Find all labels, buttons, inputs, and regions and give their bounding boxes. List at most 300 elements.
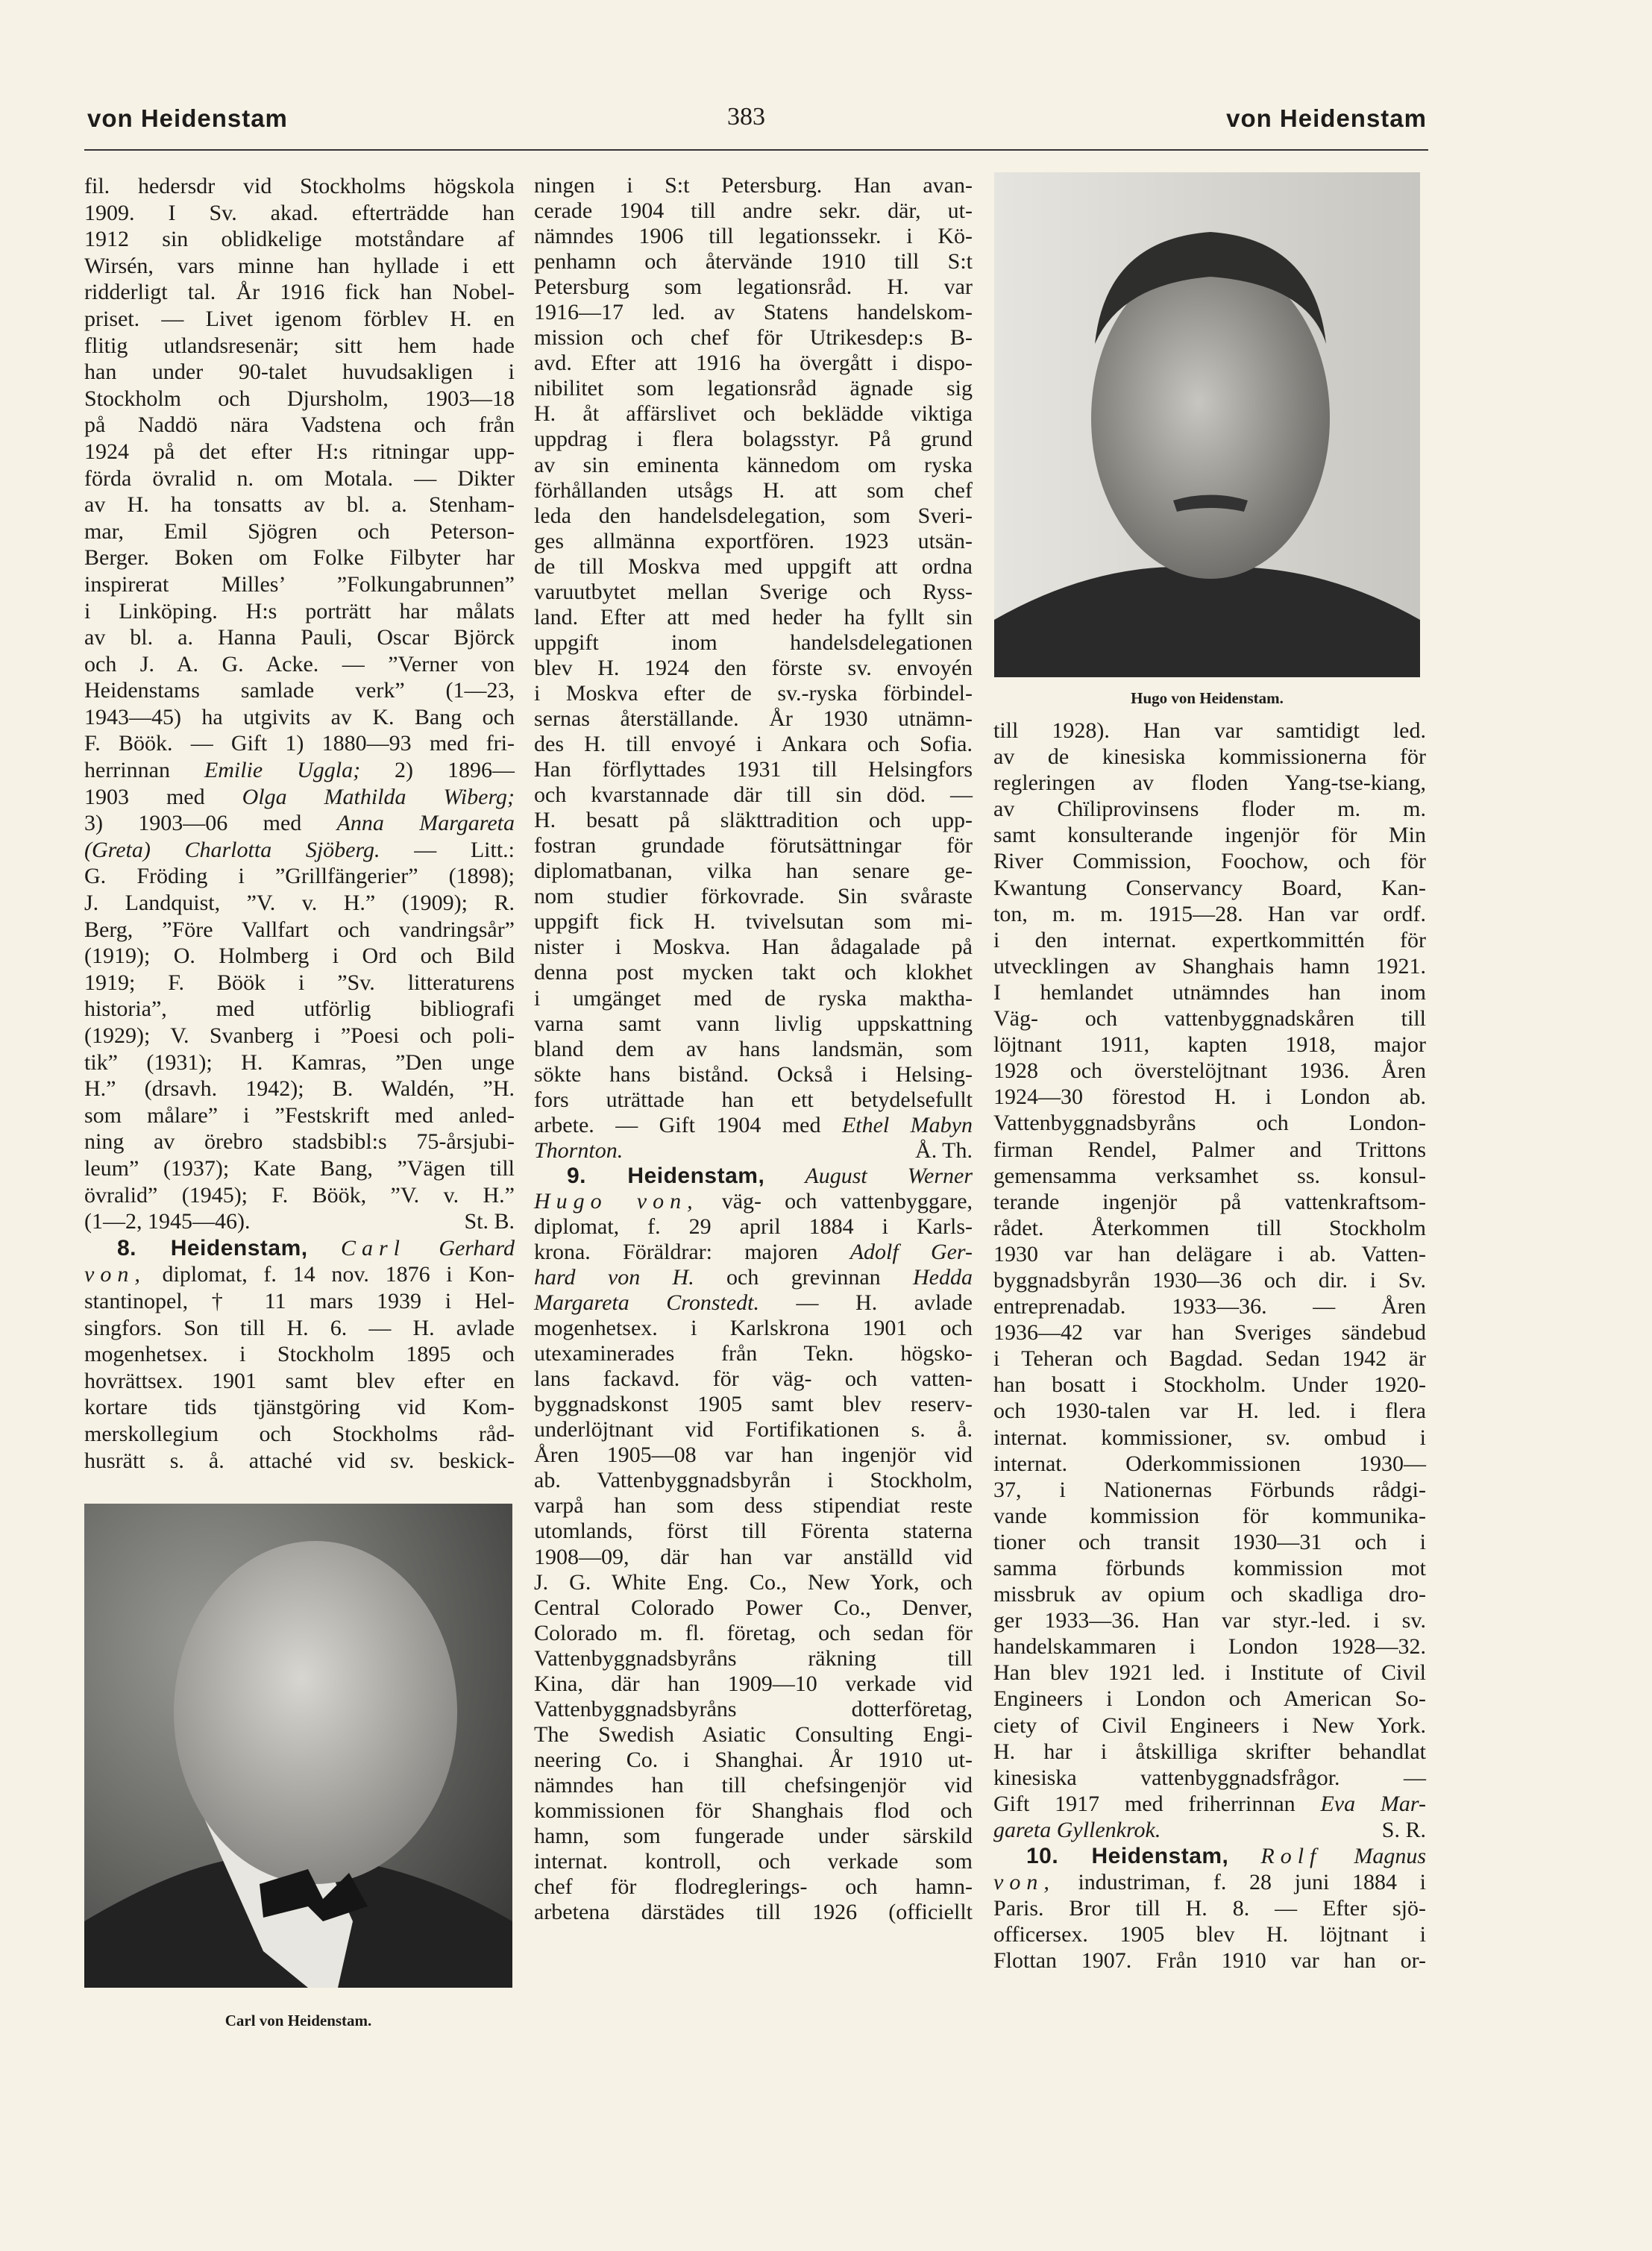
text-line	[534, 249, 973, 274]
text-line	[534, 427, 973, 452]
text-line	[84, 1341, 515, 1368]
text-line	[534, 1595, 973, 1621]
text-line	[534, 1722, 973, 1748]
running-head-right: von Heidenstam	[1226, 104, 1427, 132]
text-line	[534, 1113, 973, 1138]
author-signature: St. B.	[464, 1209, 515, 1234]
text-run: Kina, där han 1909—10 verkade vid	[534, 1671, 973, 1696]
text-line	[993, 770, 1426, 796]
text-line	[534, 274, 973, 300]
text-run: denna post mycken takt och klokhet	[534, 960, 973, 985]
text-run	[406, 1236, 439, 1261]
text-line	[993, 1633, 1426, 1660]
text-line	[84, 1155, 515, 1182]
text-run: diplomatbanan, vilka han senare ge-	[534, 858, 973, 884]
text-line	[84, 837, 515, 864]
text-line	[84, 279, 515, 306]
text-run: av sin eminenta kännedom om ryska	[534, 452, 973, 477]
text-line	[993, 1241, 1426, 1267]
text-run: ton, m. m. 1915—28. Han var ordf.	[993, 901, 1426, 926]
text-run: mogenhetsex. i Stockholm 1895 och	[84, 1342, 515, 1367]
text-run: han under 90-talet huvudsakligen i	[84, 360, 515, 385]
text-line	[993, 1503, 1426, 1529]
text-run: internat. kommissioner, sv. ombud i	[993, 1425, 1426, 1450]
text-line	[993, 1895, 1426, 1921]
text-line	[84, 863, 515, 890]
text-line	[84, 1049, 515, 1076]
text-line	[993, 1293, 1426, 1319]
text-column-3	[993, 718, 1426, 1974]
text-run: 1909. I Sv. akad. efterträdde han	[84, 200, 515, 225]
text-line	[993, 1319, 1426, 1346]
text-run: av H. ha tonsatts av bl. a. Stenham-	[84, 492, 515, 518]
text-run: i den internat. expertkommittén för	[993, 927, 1426, 952]
italic-text: hard von H.	[534, 1265, 694, 1290]
text-run: Vattenbyggnadsbyråns och London-	[993, 1111, 1426, 1136]
text-line	[534, 1570, 973, 1595]
text-run: fil. hedersdr vid Stockholms högskola	[84, 174, 515, 198]
text-line	[993, 1163, 1426, 1189]
italic-text: Olga Mathilda Wiberg;	[242, 784, 515, 809]
text-line	[534, 782, 973, 808]
text-line	[993, 927, 1426, 953]
text-line	[534, 1493, 973, 1519]
text-run: och 1930-talen var H. led. i flera	[993, 1398, 1426, 1424]
text-line	[534, 1214, 973, 1240]
text-run: övralid” (1945); F. Böök, ”V. v. H.”	[84, 1182, 515, 1208]
text-run: Han förflyttades 1931 till Helsingfors	[534, 757, 973, 782]
text-line	[84, 439, 515, 465]
text-run: arbete. — Gift 1904 med	[534, 1112, 842, 1137]
text-run: cerade 1904 till andre sekr. där, ut-	[534, 198, 973, 224]
italic-text: gareta Gyllenkrok.	[993, 1817, 1161, 1842]
entry-heading-line	[534, 1164, 973, 1189]
text-line	[84, 359, 515, 386]
text-run: ningen i S:t Petersburg. Han avan-	[534, 173, 973, 198]
text-line	[993, 1058, 1426, 1084]
text-line	[993, 848, 1426, 874]
text-line	[534, 1417, 973, 1442]
text-run: H. åt affärslivet och beklädde viktiga	[534, 401, 973, 427]
text-line	[84, 917, 515, 944]
text-run: Gift 1917 med friherrinnan	[993, 1791, 1321, 1816]
text-run: husrätt s. å. attaché vid sv. beskick-	[84, 1448, 515, 1473]
line-text	[534, 1138, 623, 1164]
text-line	[534, 503, 973, 529]
text-line	[84, 1182, 515, 1209]
text-run: regleringen av floden Yang-tse-kiang,	[993, 770, 1426, 796]
text-run: (1—2, 1945—46).	[84, 1209, 251, 1234]
portrait-photo-hugo	[994, 172, 1420, 677]
text-run: J. G. White Eng. Co., New York, och	[534, 1569, 973, 1595]
text-line	[993, 979, 1426, 1005]
text-line	[534, 1900, 973, 1925]
text-line	[534, 1798, 973, 1824]
text-line	[993, 1660, 1426, 1686]
italic-text: Gerhard	[439, 1235, 515, 1261]
text-run: bland dem av hans landsmän, som	[534, 1036, 973, 1061]
text-run: River Commission, Foochow, och för	[993, 849, 1426, 874]
text-line	[84, 704, 515, 731]
text-line	[84, 200, 515, 227]
text-run: entreprenadab. 1933—36. — Åren	[993, 1294, 1426, 1319]
text-line	[534, 478, 973, 503]
text-run: 2) 1896—	[360, 758, 515, 783]
text-run: 1930 var han delägare i ab. Vatten-	[993, 1241, 1426, 1266]
italic-text: Magnus	[1354, 1844, 1427, 1869]
text-run: Engineers i London och American So-	[993, 1686, 1426, 1712]
text-run: missbruk av opium och skadliga dro-	[993, 1582, 1426, 1607]
text-run: leda den handelsdelegation, som Sveri-	[534, 503, 973, 528]
text-run: chef för flodreglerings- och hamn-	[534, 1874, 973, 1900]
text-line	[84, 1128, 515, 1155]
text-line	[534, 1849, 973, 1874]
text-line	[84, 810, 515, 837]
text-run: nämndes han till chefsingenjör vid	[534, 1772, 973, 1798]
text-line	[534, 1366, 973, 1392]
text-line	[84, 970, 515, 996]
text-line	[534, 376, 973, 401]
italic-text: Emilie Uggla;	[204, 758, 361, 783]
text-line	[84, 1208, 515, 1235]
text-line	[84, 1102, 515, 1129]
running-head-left: von Heidenstam	[87, 104, 288, 132]
text-run: diplomat, f. 29 april 1884 i Karls-	[534, 1214, 973, 1239]
text-run: priset. — Livet igenom förblev H. en	[84, 306, 515, 331]
text-line	[534, 1748, 973, 1773]
text-line	[84, 518, 515, 545]
line-text	[993, 1817, 1161, 1843]
text-run: hamn, som fungerade under särskild	[534, 1824, 973, 1849]
text-run: leum” (1937); Kate Bang, ”Vägen till	[84, 1155, 515, 1181]
entry-heading-line	[993, 1843, 1426, 1869]
text-line	[84, 651, 515, 678]
text-run: merskollegium och Stockholms råd-	[84, 1421, 515, 1446]
text-run: Paris. Bror till H. 8. — Efter sjö-	[993, 1896, 1426, 1921]
photo-caption-hugo: Hugo von Heidenstam.	[1131, 689, 1284, 707]
text-line	[993, 1712, 1426, 1739]
text-run: — H. avlade	[759, 1290, 973, 1316]
text-run: H.” (drsavh. 1942); B. Waldén, ”H.	[84, 1076, 515, 1102]
text-line	[534, 1240, 973, 1265]
text-line	[993, 901, 1426, 927]
text-line	[993, 1555, 1426, 1581]
text-run: fostran grundade förutsättningar för	[534, 833, 973, 858]
text-line	[534, 986, 973, 1011]
text-line	[534, 1519, 973, 1544]
text-line	[534, 1545, 973, 1570]
text-line	[84, 624, 515, 651]
text-run	[1228, 1844, 1260, 1868]
text-run: Central Colorado Power Co., Denver,	[534, 1595, 973, 1620]
italic-text: Ethel Mabyn	[841, 1112, 973, 1137]
text-run: krona. Föräldrar: majoren	[534, 1239, 850, 1264]
text-run: vande kommission för kommunika-	[993, 1503, 1426, 1528]
italic-text: (Greta) Charlotta Sjöberg.	[84, 837, 380, 862]
text-run: 3) 1903—06 med	[84, 811, 337, 836]
text-run: rådet. Återkommen till Stockholm	[993, 1215, 1426, 1240]
text-run: ges allmänna exportfören. 1923 utsän-	[534, 528, 973, 553]
line-text	[84, 1208, 250, 1235]
text-run: nister i Moskva. Han ådagalade på	[534, 935, 973, 960]
text-run: land. Efter att med heder ha fyllt sin	[534, 604, 973, 630]
text-run: internat. kontroll, och verkade som	[534, 1849, 973, 1874]
text-run: kinesiska vattenbyggnadsfrågor. —	[993, 1765, 1426, 1790]
text-line	[534, 1189, 973, 1214]
text-line	[84, 943, 515, 970]
text-run: Wirsén, vars minne han hyllade i ett	[84, 253, 515, 278]
text-line	[993, 1451, 1426, 1477]
text-line	[84, 890, 515, 917]
text-run: arbetena därstädes till 1926 (officiellt	[534, 1900, 973, 1925]
spaced-given-name: Rolf	[1260, 1844, 1322, 1869]
text-line	[534, 529, 973, 554]
italic-text: Eva Mar-	[1320, 1791, 1426, 1816]
text-run: mission och chef för Utrikesdep:s B-	[534, 325, 973, 351]
text-line	[993, 1529, 1426, 1555]
text-line	[84, 1288, 515, 1315]
text-line	[534, 1392, 973, 1417]
text-run: ger 1933—36. Han var styr.-led. i sv.	[993, 1608, 1426, 1633]
text-run: G. Fröding i ”Grillfängerier” (1898);	[84, 864, 515, 889]
text-run: fors uträttade han ett betydelsefullt	[534, 1087, 973, 1112]
text-line	[534, 808, 973, 833]
text-run: historia”, med utförlig bibliografi	[84, 996, 515, 1022]
text-run: des H. till envoyé i Ankara och Sofia.	[534, 732, 973, 757]
text-run: till 1928). Han var samtidigt led.	[993, 718, 1426, 743]
text-run: utomlands, först till Förenta staterna	[534, 1519, 973, 1544]
text-run	[1322, 1844, 1354, 1868]
text-run: och grevinnan	[694, 1265, 914, 1290]
text-run: diplomat, f. 14 nov. 1876 i Kon-	[145, 1262, 515, 1287]
text-line	[993, 1137, 1426, 1163]
text-run: H. besatt på släkttradition och upp-	[534, 808, 973, 833]
text-line	[84, 173, 515, 200]
spaced-given-name: Hugo von,	[534, 1188, 699, 1214]
text-line	[534, 1062, 973, 1087]
text-run: Heidenstams samlade verk” (1—23,	[84, 678, 515, 703]
text-run: Han blev 1921 led. i Institute of Civil	[993, 1660, 1426, 1686]
text-run: uppgift fick H. tvivelsutan som mi-	[534, 909, 973, 935]
text-run: handelskammaren i London 1928—32.	[993, 1634, 1426, 1660]
text-run: Åren 1905—08 var han ingenjör vid	[534, 1442, 973, 1468]
text-line	[84, 598, 515, 625]
text-line	[534, 757, 973, 782]
text-line	[993, 1477, 1426, 1503]
text-line	[993, 1346, 1426, 1372]
text-run: utvecklingen av Shanghais hamn 1921.	[993, 953, 1426, 979]
text-line	[84, 333, 515, 360]
text-run: (1929); V. Svanberg i ”Poesi och poli-	[84, 1023, 515, 1048]
text-run: väg- och vattenbyggare,	[698, 1188, 973, 1214]
text-run: 1919; F. Böök i ”Sv. litteraturens	[84, 970, 515, 995]
text-run: uppdrag i flera bolagsstyr. På grund	[534, 427, 973, 452]
text-line	[84, 1448, 515, 1475]
text-run: förda övralid n. om Motala. — Dikter	[84, 465, 515, 491]
text-run: byggnadskonst 1905 samt blev reserv-	[534, 1392, 973, 1417]
text-line	[84, 226, 515, 253]
text-run: och kvarstannade där till sin död. —	[534, 782, 973, 808]
author-signature: Å. Th.	[915, 1137, 973, 1163]
text-line	[534, 1290, 973, 1316]
text-line	[534, 453, 973, 478]
text-line	[534, 1468, 973, 1493]
text-line	[534, 1824, 973, 1849]
entry-number-name: 9. Heidenstam,	[567, 1163, 765, 1188]
text-line	[993, 1869, 1426, 1895]
text-run: löjtnant 1911, kapten 1918, major	[993, 1032, 1426, 1058]
text-run: de till Moskva med uppgift att ordna	[534, 553, 973, 579]
text-run: varuutbytet mellan Sverige och Ryss-	[534, 579, 973, 604]
text-run: Berger. Boken om Folke Filbyter har	[84, 545, 515, 571]
text-run: på Naddö nära Vadstena och från	[84, 412, 515, 438]
text-run: nom studier förkovrade. Sin svåraste	[534, 884, 973, 909]
text-run: Kwantung Conservancy Board, Kan-	[993, 875, 1426, 900]
text-line	[993, 744, 1426, 770]
text-run: nämndes 1906 till legationssekr. i Kö-	[534, 224, 973, 249]
text-run: herrinnan	[84, 758, 204, 783]
text-line	[534, 656, 973, 681]
text-run: 37, i Nationernas Förbunds rådgi-	[993, 1477, 1426, 1502]
text-run	[764, 1164, 805, 1188]
text-line	[84, 757, 515, 784]
text-run: tioner och transit 1930—31 och i	[993, 1529, 1426, 1554]
text-run: 1936—42 var han Sveriges sändebud	[993, 1320, 1426, 1346]
text-run: gemensamma verksamhet ss. konsul-	[993, 1163, 1426, 1188]
text-line	[84, 386, 515, 412]
text-column-1	[84, 173, 515, 1474]
text-run: Vattenbyggnadsbyråns dotterföretag,	[534, 1696, 973, 1721]
text-run: Petersburg som legationsråd. H. var	[534, 274, 973, 300]
text-line	[84, 544, 515, 571]
text-run: byggnadsbyrån 1930—36 och dir. i Sv.	[993, 1267, 1426, 1293]
text-line	[534, 681, 973, 706]
text-line	[534, 1646, 973, 1671]
text-line	[993, 1005, 1426, 1032]
text-line	[534, 1341, 973, 1366]
header-rule	[84, 149, 1428, 151]
text-line	[534, 1621, 973, 1646]
text-run: underlöjtnant vid Fortifikationen s. å.	[534, 1417, 973, 1442]
text-run: ning av örebro stadsbibl:s 75-årsjubi-	[84, 1129, 515, 1155]
text-line	[84, 306, 515, 333]
text-run: som målare” i ”Festskrift med anled-	[84, 1102, 515, 1128]
text-line	[84, 492, 515, 518]
text-line	[534, 935, 973, 960]
text-run: avd. Efter att 1916 ha övergått i dispo-	[534, 351, 973, 376]
italic-text: Anna Margareta	[336, 811, 515, 836]
text-run: F. Böök. — Gift 1) 1880—93 med fri-	[84, 731, 515, 756]
text-line	[84, 1394, 515, 1421]
text-run: i Moskva efter de sv.-ryska förbindel-	[534, 680, 973, 706]
text-line	[534, 1442, 973, 1468]
text-line	[993, 1084, 1426, 1110]
text-line	[534, 732, 973, 757]
text-run: uppgift inom handelsdelegationen	[534, 630, 973, 655]
entry-heading-line	[84, 1235, 515, 1262]
text-line	[534, 960, 973, 985]
text-column-2	[534, 173, 973, 1925]
text-run: kommissionen för Shanghais flod och	[534, 1798, 973, 1823]
text-run: han bosatt i Stockholm. Under 1920-	[993, 1372, 1426, 1398]
text-run: Colorado m. fl. företag, och sedan för	[534, 1620, 973, 1645]
text-line	[84, 784, 515, 811]
text-run: Väg- och vattenbyggnadskåren till	[993, 1006, 1426, 1032]
text-line	[84, 1421, 515, 1448]
text-run: 1908—09, där han var anställd vid	[534, 1544, 973, 1569]
text-line	[534, 833, 973, 858]
text-line	[84, 1315, 515, 1342]
text-run: industriman, f. 28 juni 1884 i	[1055, 1870, 1426, 1895]
text-line	[84, 253, 515, 280]
text-line	[534, 630, 973, 656]
text-line	[84, 412, 515, 439]
text-run: hovrättsex. 1901 samt blev efter en	[84, 1368, 515, 1393]
text-line	[993, 1947, 1426, 1974]
text-line	[993, 1215, 1426, 1241]
text-run: av Chïliprovinsens floder m. m.	[993, 797, 1426, 822]
text-line	[993, 1765, 1426, 1791]
text-run: terande ingenjör på vattenkraftsom-	[993, 1189, 1426, 1214]
text-run: ciety of Civil Engineers i New York.	[993, 1712, 1426, 1738]
text-run: i Linköping. H:s porträtt har målats	[84, 598, 515, 624]
text-line	[534, 580, 973, 605]
text-run: samma förbunds kommission mot	[993, 1556, 1426, 1580]
text-run: mogenhetsex. i Karlskrona 1901 och	[534, 1316, 973, 1341]
text-line	[534, 1874, 973, 1900]
text-run: (1919); O. Holmberg i Ord och Bild	[84, 944, 515, 969]
italic-text: Thornton.	[534, 1137, 624, 1163]
text-line	[534, 1265, 973, 1290]
text-line	[84, 1261, 515, 1288]
text-run: 1943—45) ha utgivits av K. Bang och	[84, 704, 515, 729]
text-run: 1916—17 led. av Statens handelskom-	[534, 300, 973, 325]
text-run: singfors. Son till H. 6. — H. avlade	[84, 1315, 515, 1340]
text-line	[993, 1398, 1426, 1424]
text-run: 1924—30 förestod H. i London ab.	[993, 1084, 1426, 1110]
text-run: kortare tids tjänstgöring vid Kom-	[84, 1395, 515, 1420]
text-run: Stockholm och Djursholm, 1903—18	[84, 386, 515, 411]
text-line	[993, 1189, 1426, 1215]
spaced-given-name: von,	[84, 1262, 146, 1287]
text-line	[84, 1023, 515, 1049]
text-run	[308, 1236, 341, 1261]
text-run: blev H. 1924 den förste sv. envoyén	[534, 655, 973, 680]
text-line	[534, 1697, 973, 1722]
text-line	[534, 1087, 973, 1113]
text-run: H. har i åtskilliga skrifter behandlat	[993, 1739, 1426, 1764]
text-run: sökte hans bistånd. Också i Helsing-	[534, 1061, 973, 1087]
spaced-given-name: Carl	[340, 1235, 406, 1261]
spaced-given-name: von,	[993, 1870, 1055, 1895]
text-line	[84, 1368, 515, 1395]
text-run: lans fackavd. för väg- och vatten-	[534, 1366, 973, 1392]
text-line	[84, 677, 515, 704]
text-line	[993, 1372, 1426, 1398]
text-line	[993, 875, 1426, 901]
text-line	[534, 300, 973, 325]
text-line	[993, 796, 1426, 822]
italic-text: August Werner	[805, 1163, 973, 1188]
text-line	[84, 996, 515, 1023]
text-line	[534, 401, 973, 427]
entry-number-name: 8. Heidenstam,	[117, 1235, 308, 1261]
portrait-photo-carl	[84, 1504, 512, 1988]
text-run: J. Landquist, ”V. v. H.” (1909); R.	[84, 891, 515, 916]
text-run: utexaminerades från Tekn. högsko-	[534, 1341, 973, 1366]
text-run: och J. A. G. Acke. — ”Verner von	[84, 651, 515, 676]
text-line	[534, 1037, 973, 1062]
